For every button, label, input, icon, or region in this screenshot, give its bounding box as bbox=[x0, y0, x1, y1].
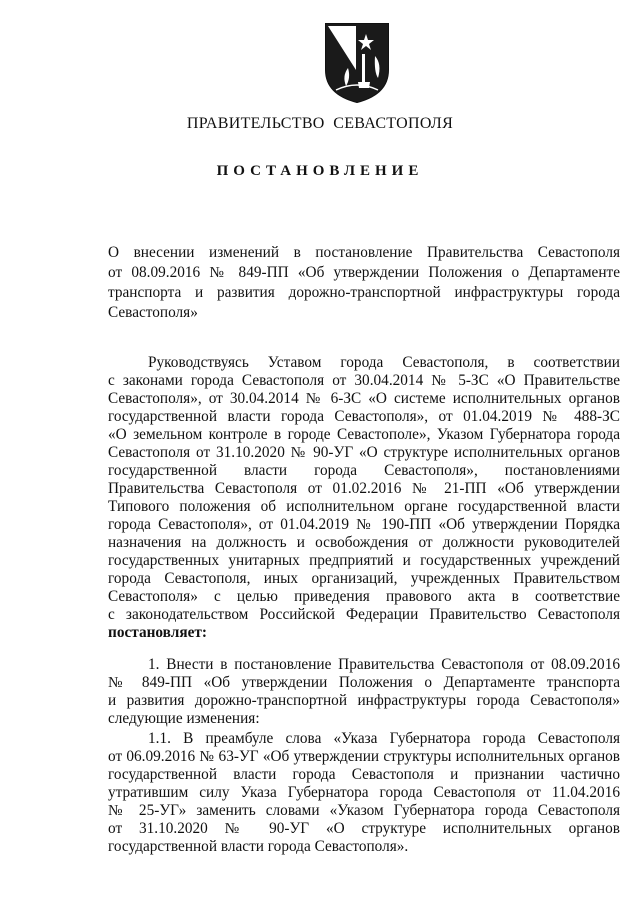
preamble-line: с законами города Севастополя от 30.04.2014 № 5-ЗС «О Правительстве bbox=[108, 372, 620, 389]
subject-line: транспорта и развития дорожно-транспортной инфраструктуры города bbox=[108, 284, 620, 301]
government-title: ПРАВИТЕЛЬСТВО СЕВАСТОПОЛЯ bbox=[186, 115, 454, 132]
decree-word: постановляет: bbox=[108, 624, 207, 641]
preamble-line: Севастополя», от 30.04.2014 № 6-ЗС «О системе исполнительных органов bbox=[108, 390, 620, 407]
preamble-line: Севастополя» с целью приведения правового акта в соответствие bbox=[108, 588, 620, 605]
item-1-line: и развития дорожно-транспортной инфраструктуры города Севастополя» bbox=[108, 692, 620, 709]
preamble-line: Правительства Севастополя от 01.02.2016 № 21-ПП «Об утверждении bbox=[108, 480, 620, 497]
document-type: ПОСТАНОВЛЕНИЕ bbox=[216, 163, 424, 179]
item-1-1-line: от 06.09.2016 № 63-УГ «Об утверждении структуры исполнительных органов bbox=[108, 748, 620, 765]
preamble-line: города Севастополя», от 01.04.2019 № 190-ПП «Об утверждении Порядка bbox=[108, 516, 620, 533]
subject-line: О внесении изменений в постановление Правительства Севастополя bbox=[108, 244, 620, 261]
coat-of-arms-icon bbox=[322, 20, 392, 104]
preamble-line: государственных унитарных предприятий и государственных учреждений bbox=[108, 552, 620, 569]
item-1-line: следующие изменения: bbox=[108, 710, 260, 727]
item-1-line: № 849-ПП «Об утверждении Положения о Департаменте транспорта bbox=[108, 674, 620, 691]
item-1-1-line: № 25-УГ» заменить словами «Указом Губернатора города Севастополя bbox=[108, 802, 620, 819]
item-1-line: 1. Внести в постановление Правительства Севастополя от 08.09.2016 bbox=[148, 656, 620, 673]
preamble-line: Севастополя от 31.10.2020 № 90-УГ «О структуре исполнительных органов bbox=[108, 444, 620, 461]
preamble-line: государственной власти города Севастополя», постановлениями bbox=[108, 462, 620, 479]
item-1-1-line: государственной власти города Севастополя и признании частично bbox=[108, 766, 620, 783]
item-1-1-line: 1.1. В преамбуле слова «Указа Губернатора города Севастополя bbox=[148, 730, 620, 747]
preamble-line: Типового положения об исполнительном органе государственной власти bbox=[108, 498, 620, 515]
subject-line: Севастополя» bbox=[108, 304, 198, 321]
preamble-line: государственной власти города Севастополя», от 01.04.2019 № 488-ЗС bbox=[108, 408, 620, 425]
item-1-1-line: утратившим силу Указа Губернатора города Севастополя от 11.04.2016 bbox=[108, 784, 620, 801]
preamble-line: с законодательством Российской Федерации Правительство Севастополя bbox=[108, 606, 620, 623]
item-1-1-line: государственной власти города Севастополя». bbox=[108, 838, 409, 855]
preamble-line: города Севастополя, иных организаций, учрежденных Правительством bbox=[108, 570, 620, 587]
preamble-line: назначения на должность и освобождения от должности руководителей bbox=[108, 534, 620, 551]
item-1-1-line: от 31.10.2020 № 90-УГ «О структуре исполнительных органов bbox=[108, 820, 620, 837]
preamble-line: Руководствуясь Уставом города Севастополя, в соответствии bbox=[148, 354, 620, 371]
preamble-line: «О земельном контроле в городе Севастополе», Указом Губернатора города bbox=[108, 426, 620, 443]
subject-line: от 08.09.2016 № 849-ПП «Об утверждении Положения о Департаменте bbox=[108, 264, 620, 281]
